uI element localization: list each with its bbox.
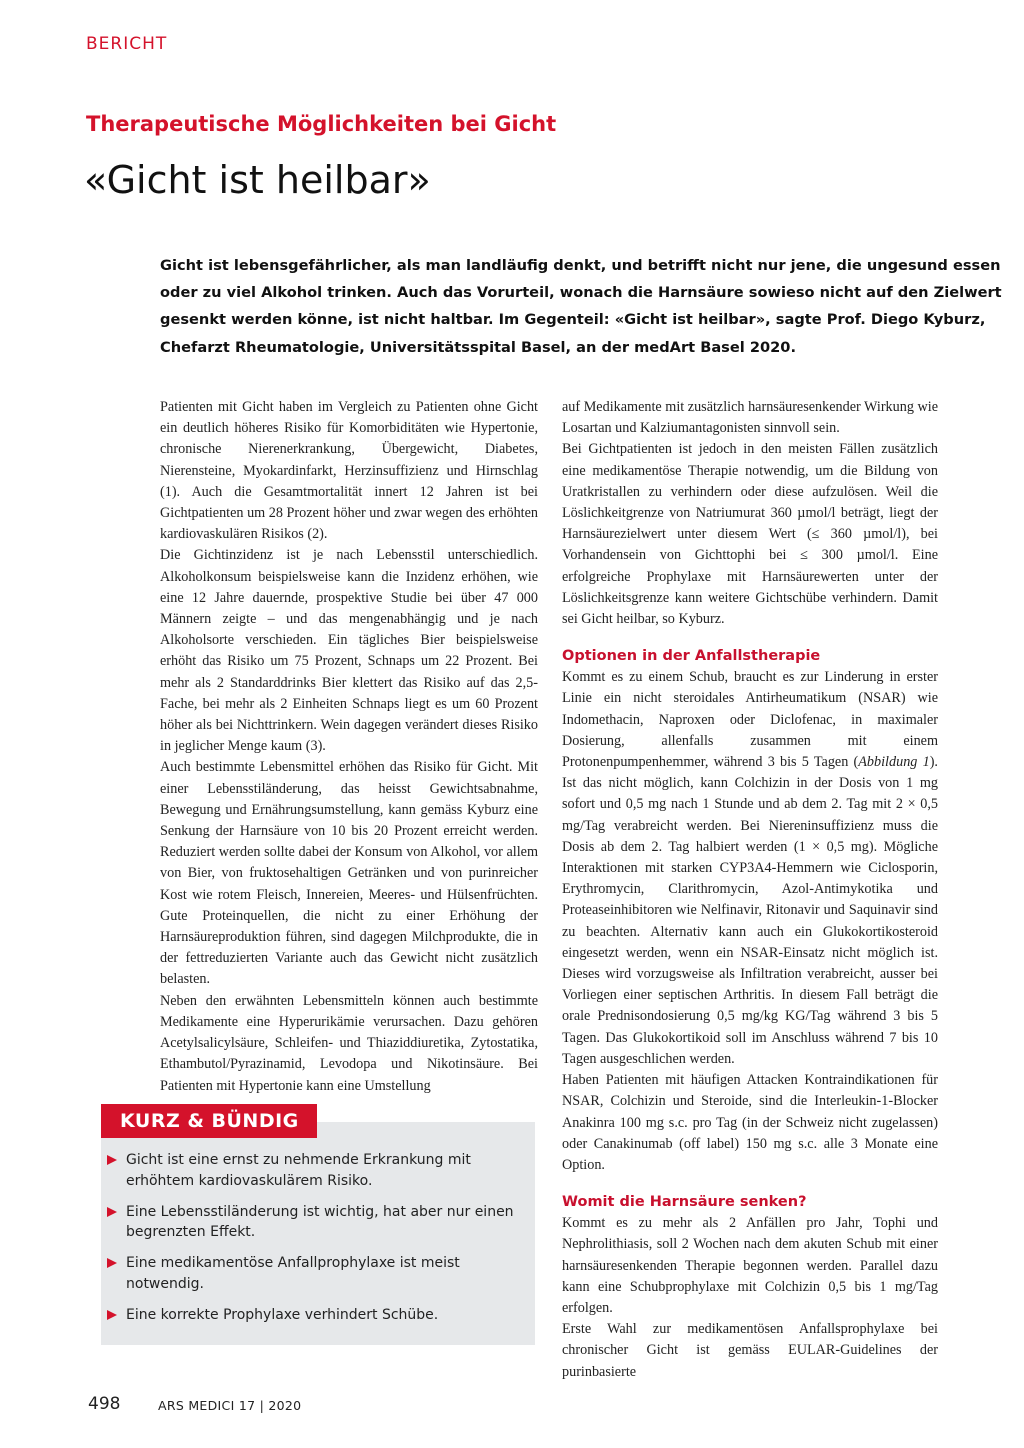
body-paragraph: Haben Patienten mit häufigen Attacken Kontraindikationen für NSAR, Colchizin und Steroide, sind die Interleukin-1-Blocker Anakinra 100 mg s.c. pro Tag (in der Schweiz nicht zugelassen) oder Canakinumab (off label) 150 mg s.c. alle 3 Monate eine Option. — [562, 1072, 938, 1173]
page-number: 498 — [88, 1394, 121, 1414]
body-paragraph: auf Medikamente mit zusätzlich harnsäuresenkender Wirkung wie Losartan und Kalziumantagonisten sinnvoll sein. — [562, 399, 938, 437]
summary-item — [107, 1150, 522, 1191]
lead-line: Gicht ist lebensgefährlicher, als man landläufig denkt, und betrifft nicht nur jene, die ungesund essen — [160, 257, 1001, 274]
summary-item — [107, 1202, 522, 1243]
body-paragraph — [562, 667, 938, 1070]
lead-paragraph — [160, 252, 1002, 361]
body-paragraph: Erste Wahl zur medikamentösen Anfallsprophylaxe bei chronischer Gicht ist gemäss EULAR-Guidelines der purinbasierte — [562, 1321, 938, 1380]
section-label: BERICHT — [86, 34, 168, 54]
left-column — [160, 397, 538, 1097]
article-kicker: Therapeutische Möglichkeiten bei Gicht — [86, 112, 557, 136]
lead-line: oder zu viel Alkohol trinken. Auch das Vorurteil, wonach die Harnsäure sowieso nicht auf den Zielwert — [160, 284, 1002, 302]
body-paragraph: Die Gichtinzidenz ist je nach Lebensstil unterschiedlich. Alkoholkonsum beispielsweise kann die Inzidenz erhöhen, wie eine 12 Jahre dauernde, prospektive Studie bei über 47 000 Männern zeigte – und das mengenabhängig und je nach Alkoholsorte verschieden. Ein tägliches Bier beispielsweise erhöht das Risiko um 75 Prozent, Schnaps um 22 Prozent. Bei mehr als 2 Standarddrinks Bier klettert das Risiko auf das 2,5-Fache, bei mehr als 2 Einheiten Schnaps liegt es um 60 Prozent höher als bei Nichttrinkern. Wein dagegen verändert dieses Risiko in jeglicher Menge kaum (3). — [160, 547, 538, 755]
text-run: Kommt es zu einem Schub, braucht es zur Linderung in erster Linie ein nicht steroidales Antirheumatikum (NSAR) wie Indomethacin, Naproxen oder Diclofenac, in maximaler Dosierung, allenfalls zusammen mit einem Protonenpumpenhemmer, während 3 bis 5 Tagen ( — [562, 669, 938, 771]
summary-item — [107, 1253, 522, 1294]
triangle-right-icon — [107, 1310, 117, 1320]
triangle-right-icon — [107, 1258, 117, 1268]
summary-box-title: KURZ & BÜNDIG — [101, 1104, 317, 1138]
triangle-right-icon — [107, 1207, 117, 1217]
lead-line: Chefarzt Rheumatologie, Universitätsspital Basel, an der medArt Basel 2020. — [160, 338, 797, 356]
article-title: «Gicht ist heilbar» — [84, 158, 431, 202]
figure-reference: Abbildung 1 — [858, 754, 930, 771]
lead-line: gesenkt werden könne, ist nicht haltbar. Im Gegenteil: «Gicht ist heilbar», sagte Prof. Diego Kyburz, — [160, 311, 986, 329]
triangle-right-icon — [107, 1155, 117, 1165]
body-paragraph: Patienten mit Gicht haben im Vergleich zu Patienten ohne Gicht ein deutlich höheres Risiko für Komorbiditäten wie Hypertonie, chronische Nierenerkrankung, Übergewicht, Diabetes, Nierensteine, Myokardinfarkt, Herzinsuffizienz und Hirnschlag (1). Auch die Gesamtmortalität innert 12 Jahren ist bei Gichtpatienten um 28 Prozent höher und zwar wegen des erhöhten kardiovaskulären Risikos (2). — [160, 399, 538, 543]
body-paragraph: Auch bestimmte Lebensmittel erhöhen das Risiko für Gicht. Mit einer Lebensstiländerung, das heisst Gewichtsabnahme, Bewegung und Ernährungsumstellung, kann gemäss Kyburz eine Senkung der Harnsäure von 10 bis 20 Prozent erreicht werden. Reduziert werden sollte dabei der Konsum von Alkohol, vor allem von Bier, von fruktosehaltigen Getränken und von purinreicher Kost wie rotem Fleisch, Innereien, Meeres- und Hülsenfrüchten. Gute Proteinquellen, die nicht zu einer Erhöhung der Harnsäureproduktion führen, sind dagegen Milchprodukte, die in der fettreduzierten Variante auch das Gewicht nicht zusätzlich belasten. — [160, 759, 538, 988]
journal-reference: ARS MEDICI 17 | 2020 — [158, 1398, 302, 1413]
right-column — [562, 397, 938, 1383]
summary-item-text: Gicht ist eine ernst zu nehmende Erkrankung mit erhöhtem kardiovaskulärem Risiko. — [126, 1152, 471, 1189]
section-heading: Womit die Harnsäure senken? — [562, 1194, 807, 1211]
body-paragraph: Neben den erwähnten Lebensmitteln können auch bestimmte Medikamente eine Hyperurikämie verursachen. Dazu gehören Acetylsalicylsäure, Schleifen- und Thiaziddiuretika, Zytostatika, Ethambutol/Pyrazinamid, Levodopa und Nikotinsäure. Bei Patienten mit Hypertonie kann eine Umstellung — [160, 992, 538, 1094]
body-paragraph: Kommt es zu mehr als 2 Anfällen pro Jahr, Tophi und Nephrolithiasis, soll 2 Wochen nach dem akuten Schub mit einer harnsäuresenkenden Therapie begonnen werden. Parallel dazu kann eine Schubprophylaxe mit Colchizin 0,5 bis 1 mg/Tag erfolgen. — [562, 1215, 938, 1316]
body-paragraph: Bei Gichtpatienten ist jedoch in den meisten Fällen zusätzlich eine medikamentöse Therapie notwendig, um die Bildung von Uratkristallen zu verhindern oder diese aufzulösen. Weil die Löslichkeitgrenze von Natriumurat 360 µmol/l beträgt, liegt der Harnsäurezielwert unter diesem Wert (≤ 360 µmol/l), bei Vorhandensein von Gichttophi bei ≤ 300 µmol/l. Eine erfolgreiche Prophylaxe mit Harnsäurewerten unter der Löslichkeitsgrenze kann weitere Gichtschübe verhindern. Damit sei Gicht heilbar, so Kyburz. — [562, 441, 938, 628]
summary-item-text: Eine korrekte Prophylaxe verhindert Schübe. — [126, 1306, 439, 1323]
summary-item-text: Eine Lebensstiländerung ist wichtig, hat aber nur einen begrenzten Effekt. — [126, 1203, 514, 1240]
section-heading: Optionen in der Anfallstherapie — [562, 648, 821, 665]
summary-item-text: Eine medikamentöse Anfallprophylaxe ist meist notwendig. — [126, 1255, 460, 1292]
summary-list — [107, 1150, 522, 1336]
text-run: ). Ist das nicht möglich, kann Colchizin in der Dosis von 1 mg sofort und 0,5 mg nach 1 Stunde und ab dem 2. Tag mit 2 × 0,5 mg/Tag verabreicht werden. Bei Niereninsuffizienz muss die Dosis ab dem 2. Tag halbiert werden (1 × 0,5 mg). Mögliche Interaktionen mit starken CYP3A4-Hemmern wie Ciclosporin, Erythromycin, Clarithromycin, Azol-Antimykotika und Proteaseinhibitoren wie Nelfinavir, Ritonavir und Saquinavir sind zu beachten. Alternativ kann auch ein Glukokortikosteroid eingesetzt werden, wenn ein NSAR-Einsatz nicht möglich ist. Dieses wird vorzugsweise als Infiltration verabreicht, ausser bei Vorliegen einer septischen Arthritis. In diesem Fall beträgt die orale Prednisondosierung 0,5 mg/kg KG/Tag während 3 bis 5 Tagen. Das Glukokortikoid soll im Anschluss während 7 bis 10 Tagen ausgeschlichen werden. — [562, 754, 938, 1067]
summary-item — [107, 1305, 522, 1326]
